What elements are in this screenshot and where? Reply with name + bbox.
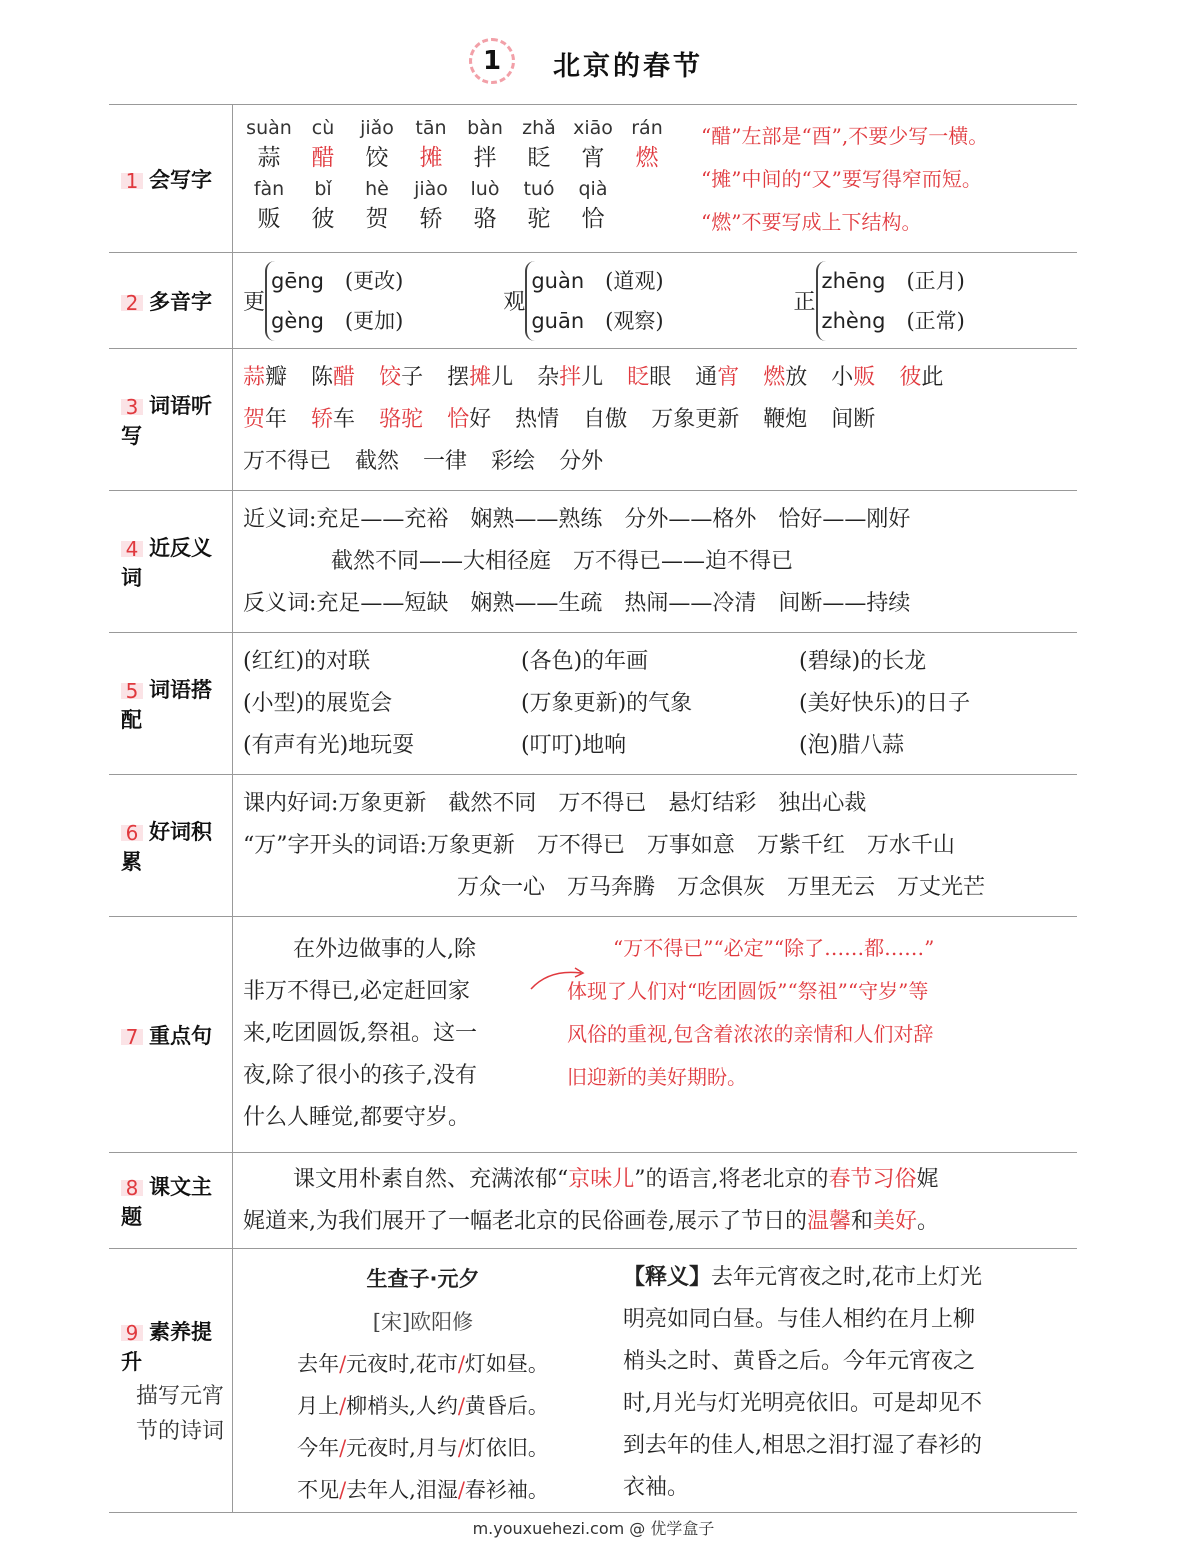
pause-mark: / xyxy=(457,1352,465,1376)
pause-mark: / xyxy=(339,1352,347,1376)
section-label: 近反义词 xyxy=(121,535,212,590)
pinyin-char xyxy=(621,117,673,172)
poem-segment: 灯依旧。 xyxy=(464,1436,549,1460)
poem-segment: 去年人,泪湿 xyxy=(346,1478,458,1502)
poem-title: 生查子·元夕 xyxy=(366,1267,480,1291)
pinyin: gèng xyxy=(271,308,324,333)
char: 摊 xyxy=(469,364,492,390)
char: 放 xyxy=(785,364,808,390)
poem-segment: 不见 xyxy=(297,1478,340,1502)
reading xyxy=(822,301,965,341)
synonym-line: 近义词:充足——充裕 娴熟——熟练 分外——格外 恰好——刚好 xyxy=(243,506,911,532)
char: 自 xyxy=(583,406,606,432)
pinyin: jiào xyxy=(414,178,448,200)
dictation-word xyxy=(243,407,287,432)
char: 炮 xyxy=(785,406,808,432)
section-dictation xyxy=(109,349,1077,491)
section-polyphones xyxy=(109,253,1077,349)
section-theme xyxy=(109,1153,1077,1249)
poem-segment: 月上 xyxy=(297,1394,340,1418)
char: 儿 xyxy=(581,364,604,390)
char: 鞭 xyxy=(763,406,786,432)
pinyin-char xyxy=(459,117,511,172)
hanzi: 驼 xyxy=(527,206,551,232)
key-sentence-text: 在外边做事的人,除 非万不得已,必定赶回家 来,吃团圆饭,祭祖。这一 夜,除了很小的孩子,没有 什么人睡觉,都要守岁。 xyxy=(243,937,477,1130)
char: 燃 xyxy=(763,364,786,390)
char: 小 xyxy=(831,364,854,390)
collocation: (有声有光)地玩耍 xyxy=(243,732,415,758)
hanzi: 醋 xyxy=(311,145,335,171)
pinyin-char xyxy=(243,178,295,233)
char: 眨 xyxy=(627,364,650,390)
collocation: (碧绿)的长龙 xyxy=(799,648,927,674)
dictation-word xyxy=(651,407,739,432)
poem-line xyxy=(243,1427,603,1469)
char: 间 xyxy=(831,406,854,432)
theme-text: 课文用朴素自然、充满浓郁“京味儿”的语言,将老北京的春节习俗娓 娓道来,为我们展开了一幅老北京的民俗画卷,展示了节日的温馨和美好。 xyxy=(243,1166,940,1234)
pause-mark: / xyxy=(339,1436,347,1460)
pinyin-char xyxy=(405,178,457,233)
hanzi: 贺 xyxy=(365,206,389,232)
footer-watermark: m.youxuehezi.com @ 优学盒子 xyxy=(472,1519,715,1538)
char: 新 xyxy=(717,406,740,432)
dictation-row xyxy=(243,441,1077,483)
section-label: 会写字 xyxy=(149,167,212,192)
pinyin: guān xyxy=(531,308,585,333)
char: 陈 xyxy=(311,364,334,390)
poem xyxy=(243,1257,603,1511)
dictation-word xyxy=(831,407,875,432)
dictation-word xyxy=(583,407,627,432)
pinyin-char xyxy=(351,117,403,172)
char: 瓣 xyxy=(265,364,288,390)
reading xyxy=(271,261,403,301)
pinyin: zhèng xyxy=(821,308,886,333)
pinyin: bǐ xyxy=(314,178,332,200)
pinyin: hè xyxy=(365,178,389,200)
collocation: (小型)的展览会 xyxy=(243,690,393,716)
hanzi: 贩 xyxy=(257,206,281,232)
char: 彼 xyxy=(899,364,922,390)
reading xyxy=(531,261,663,301)
dictation-word xyxy=(763,407,807,432)
char: 恰 xyxy=(447,406,470,432)
hanzi: 彼 xyxy=(311,206,335,232)
pinyin: rán xyxy=(631,117,663,139)
pinyin-char xyxy=(567,117,619,172)
dictation-word: 万不得已 xyxy=(243,448,332,474)
polyphone-groups xyxy=(233,261,1077,341)
section-label: 重点句 xyxy=(149,1023,212,1048)
section-number: 3 xyxy=(121,399,143,415)
collocation-row xyxy=(243,641,1077,683)
char: 万 xyxy=(651,406,674,432)
section-label: 词语搭配 xyxy=(121,677,212,732)
polyphone-readings xyxy=(525,261,663,341)
section-sublabel: 描写元宵 xyxy=(136,1383,225,1409)
pinyin: tān xyxy=(415,117,447,139)
dictation-word xyxy=(515,407,559,432)
char: 饺 xyxy=(379,364,402,390)
pinyin-char xyxy=(297,117,349,172)
collocation: (万象更新)的气象 xyxy=(521,690,693,716)
collocation-grid xyxy=(233,641,1077,767)
example-word: (观察) xyxy=(584,308,664,333)
char-row-2 xyxy=(243,178,693,233)
char: 车 xyxy=(333,406,356,432)
collocation-row xyxy=(243,683,1077,725)
polyphone-group xyxy=(794,261,965,341)
example-word: (正常) xyxy=(885,308,965,333)
char: 贩 xyxy=(853,364,876,390)
dictation-row xyxy=(243,357,1077,399)
collocation: (泡)腊八蒜 xyxy=(799,732,905,758)
dictation-word xyxy=(627,365,671,390)
section-good-words xyxy=(109,775,1077,917)
antonym-line: 反义词:充足——短缺 娴熟——生疏 热闹——冷清 间断——持续 xyxy=(243,590,911,616)
poem-line xyxy=(243,1469,603,1511)
pinyin: bàn xyxy=(467,117,503,139)
poem-segment: 春衫袖。 xyxy=(464,1478,549,1502)
example-word: (道观) xyxy=(584,268,664,293)
pinyin: xiāo xyxy=(573,117,613,139)
synonym-line: 截然不同——大相径庭 万不得已——迫不得已 xyxy=(331,548,794,574)
section-number: 8 xyxy=(121,1180,143,1196)
char: 摆 xyxy=(447,364,470,390)
dictation-word xyxy=(379,365,423,390)
section-label: 多音字 xyxy=(149,289,212,314)
char: 象 xyxy=(673,406,696,432)
poem-segment: 柳梢头,人约 xyxy=(346,1394,458,1418)
section-label: 素养提升 xyxy=(121,1319,212,1374)
polyphone-readings xyxy=(265,261,403,341)
char: 情 xyxy=(537,406,560,432)
key-sentence-note: “万不得已”“必定”“除了……都……” 体现了人们对“吃团圆饭”“祭祖”“守岁”等 风俗的重视,包含着浓浓的亲情和人们对辞 旧迎新的美好期盼。 xyxy=(567,936,935,1089)
pause-mark: / xyxy=(339,1394,347,1418)
dictation-word xyxy=(899,365,943,390)
polyphone-char: 更 xyxy=(243,290,266,315)
section-write-chars xyxy=(109,105,1077,253)
pinyin-char xyxy=(297,178,349,233)
hanzi: 摊 xyxy=(419,145,443,171)
example-word: (更改) xyxy=(323,268,404,293)
section-number: 7 xyxy=(121,1029,143,1045)
poem-line xyxy=(243,1385,603,1427)
pinyin-char xyxy=(567,178,619,233)
pinyin: guàn xyxy=(531,268,585,293)
collocation: (红红)的对联 xyxy=(243,648,371,674)
pinyin: zhēng xyxy=(821,268,886,293)
reading xyxy=(531,301,663,341)
hanzi: 轿 xyxy=(419,206,443,232)
char: 眼 xyxy=(649,364,672,390)
char: 骆 xyxy=(379,406,402,432)
word-line: “万”字开头的词语:万象更新 万不得已 万事如意 万紫千红 万水千山 xyxy=(243,832,955,858)
note-line: “摊”中间的“又”要写得窄而短。 xyxy=(701,167,982,191)
poem-segment: 去年 xyxy=(297,1352,340,1376)
char: 更 xyxy=(695,406,718,432)
pinyin: qià xyxy=(578,178,608,200)
collocation-row xyxy=(243,725,1077,767)
dictation-word xyxy=(695,365,739,390)
polyphone-char: 正 xyxy=(793,290,816,315)
pinyin: jiǎo xyxy=(360,117,394,139)
char: 拌 xyxy=(559,364,582,390)
content-table xyxy=(109,104,1077,1513)
polyphone-readings xyxy=(816,261,965,341)
char: 轿 xyxy=(311,406,334,432)
poem-segment: 今年 xyxy=(297,1436,340,1460)
hanzi: 燃 xyxy=(635,145,659,171)
poem-author: [宋]欧阳修 xyxy=(372,1310,474,1334)
dictation-word xyxy=(763,365,807,390)
hanzi: 宵 xyxy=(581,145,605,171)
char: 贺 xyxy=(243,406,266,432)
example-word: (正月) xyxy=(885,268,965,293)
pinyin: suàn xyxy=(246,117,292,139)
poem-line xyxy=(243,1343,603,1385)
dictation-word xyxy=(311,407,355,432)
word-line: 万众一心 万马奔腾 万念俱灰 万里无云 万丈光芒 xyxy=(457,874,986,900)
section-number: 9 xyxy=(121,1325,143,1341)
section-sublabel: 节的诗词 xyxy=(136,1418,225,1444)
char: 傲 xyxy=(605,406,628,432)
char: 好 xyxy=(469,406,492,432)
reading xyxy=(271,301,403,341)
hanzi: 饺 xyxy=(365,145,389,171)
dictation-word: 一律 xyxy=(423,448,468,474)
section-synonyms xyxy=(109,491,1077,633)
dictation-word xyxy=(379,407,423,432)
char: 此 xyxy=(921,364,944,390)
char: 年 xyxy=(265,406,288,432)
dictation-word xyxy=(447,407,491,432)
pinyin: zhǎ xyxy=(522,117,556,139)
char-grid xyxy=(243,117,693,233)
page-title: 北京的春节 xyxy=(553,51,703,82)
dictation-row xyxy=(243,399,1077,441)
pause-mark: / xyxy=(339,1478,347,1502)
poem-explanation: 【释义】去年元宵夜之时,花市上灯光 明亮如同白昼。与佳人相约在月上柳 梢头之时、黄昏之后。今年元宵夜之 时,月光与灯光明亮依旧。可是却见不 到去年的佳人,相思之泪打湿了春衫的 衣袖。 xyxy=(623,1265,983,1500)
dictation-word xyxy=(447,365,513,390)
lesson-number: 1 xyxy=(469,38,515,84)
hanzi: 骆 xyxy=(473,206,497,232)
dictation-word: 分外 xyxy=(559,448,604,474)
poem-segment: 元夜时,花市 xyxy=(346,1352,458,1376)
char: 儿 xyxy=(491,364,514,390)
poem-segment: 黄昏后。 xyxy=(464,1394,549,1418)
collocation: (美好快乐)的日子 xyxy=(799,690,971,716)
char-row-1 xyxy=(243,117,693,172)
polyphone-group xyxy=(503,261,663,341)
pinyin-char xyxy=(243,117,295,172)
section-label: 好词积累 xyxy=(121,819,212,874)
pause-mark: / xyxy=(457,1436,465,1460)
pinyin: fàn xyxy=(253,178,285,200)
word-line: 课内好词:万象更新 截然不同 万不得已 悬灯结彩 独出心裁 xyxy=(243,790,867,816)
hanzi: 拌 xyxy=(473,145,497,171)
dictation-word: 截然 xyxy=(355,448,400,474)
hanzi: 恰 xyxy=(581,206,605,232)
note-line: “燃”不要写成上下结构。 xyxy=(701,210,922,234)
pinyin: cù xyxy=(311,117,335,139)
pinyin-char xyxy=(459,178,511,233)
note-line: “醋”左部是“酉”,不要少写一横。 xyxy=(701,124,989,148)
section-collocations xyxy=(109,633,1077,775)
example-word: (更加) xyxy=(323,308,404,333)
pinyin-char xyxy=(351,178,403,233)
polyphone-char: 观 xyxy=(503,290,526,315)
char: 断 xyxy=(853,406,876,432)
char: 宵 xyxy=(717,364,740,390)
pinyin: luò xyxy=(470,178,500,200)
section-number: 5 xyxy=(121,683,143,699)
reading xyxy=(822,261,965,301)
section-number: 6 xyxy=(121,825,143,841)
section-key-sentence xyxy=(109,917,1077,1153)
dictation-word xyxy=(537,365,603,390)
pinyin-char xyxy=(513,178,565,233)
char: 杂 xyxy=(537,364,560,390)
pinyin: gēng xyxy=(271,268,324,293)
char: 醋 xyxy=(333,364,356,390)
pinyin-char xyxy=(405,117,457,172)
section-number: 4 xyxy=(121,541,143,557)
char: 通 xyxy=(695,364,718,390)
pinyin-char xyxy=(513,117,565,172)
char: 子 xyxy=(401,364,424,390)
polyphone-group xyxy=(243,261,403,341)
section-poem xyxy=(109,1249,1077,1513)
hanzi: 蒜 xyxy=(257,145,281,171)
poem-segment: 灯如昼。 xyxy=(464,1352,549,1376)
poem-segment: 元夜时,月与 xyxy=(346,1436,458,1460)
pinyin: tuó xyxy=(523,178,555,200)
pause-mark: / xyxy=(457,1394,465,1418)
section-label: 课文主题 xyxy=(121,1174,212,1229)
writing-notes xyxy=(701,115,988,244)
char: 驼 xyxy=(401,406,424,432)
section-label: 词语听写 xyxy=(121,393,212,448)
dictation-word xyxy=(243,365,287,390)
dictation-word: 彩绘 xyxy=(491,448,536,474)
hanzi: 眨 xyxy=(527,145,551,171)
pause-mark: / xyxy=(457,1478,465,1502)
collocation: (叮叮)地响 xyxy=(521,732,627,758)
dictation-word xyxy=(311,365,355,390)
char: 蒜 xyxy=(243,364,266,390)
collocation: (各色)的年画 xyxy=(521,648,649,674)
section-number: 1 xyxy=(121,173,143,189)
section-number: 2 xyxy=(121,295,143,311)
char: 热 xyxy=(515,406,538,432)
dictation-word xyxy=(831,365,875,390)
